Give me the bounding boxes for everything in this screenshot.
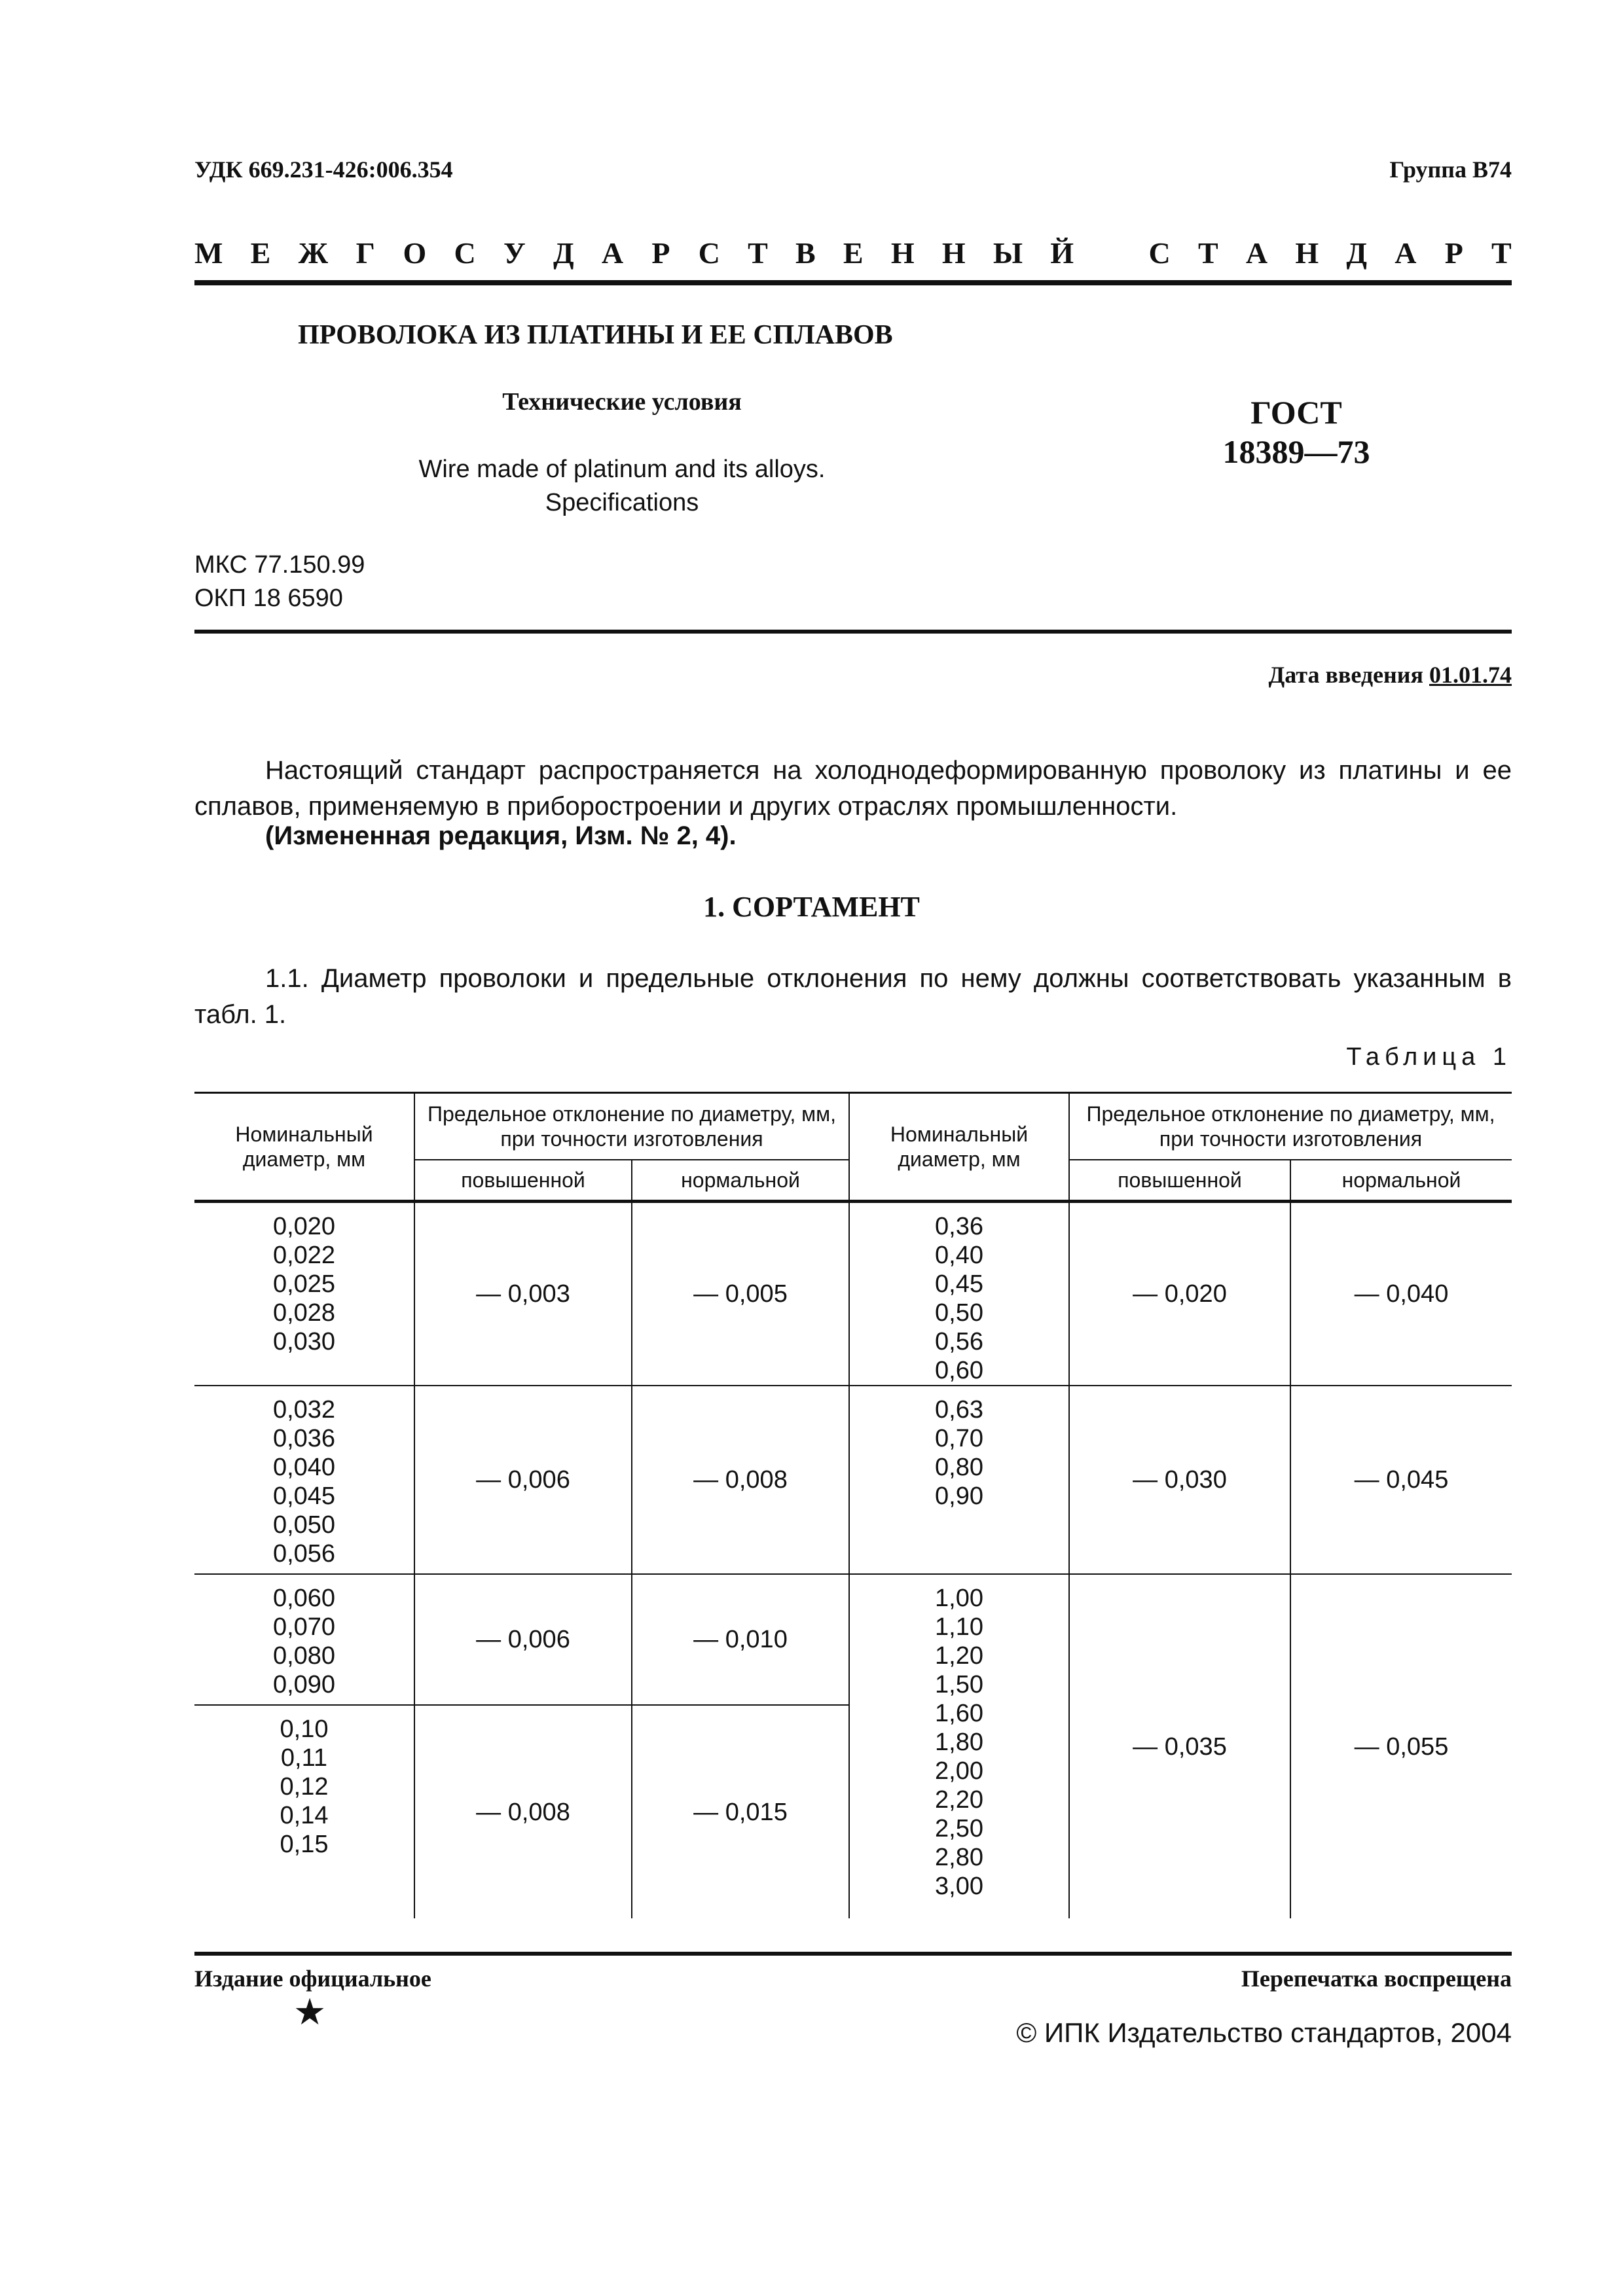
diameter-value: 1,10	[935, 1613, 983, 1641]
heading-letter: А	[1245, 236, 1268, 270]
header-rule	[194, 280, 1512, 285]
table-row-l4-normal: — 0,015	[632, 1705, 849, 1918]
official-edition-label: Издание официальное	[194, 1965, 431, 1992]
classification-codes	[194, 548, 365, 616]
gost-label: ГОСТ	[1250, 394, 1342, 431]
heading-letter: Т	[748, 236, 768, 270]
diameter-value: 0,15	[280, 1831, 329, 1858]
heading-letter: А	[601, 236, 624, 270]
table-row-l4-increased: — 0,008	[414, 1705, 632, 1918]
table-row-r1-increased: — 0,020	[1069, 1202, 1290, 1386]
diameter-value: 0,060	[272, 1585, 336, 1612]
table-1	[194, 1092, 1512, 1918]
standard-type-heading	[194, 236, 1512, 270]
heading-letter: С	[1148, 236, 1171, 270]
introduction-date-label: Дата введения	[1268, 662, 1423, 688]
diameter-value: 0,040	[272, 1454, 336, 1481]
heading-letter: Н	[1295, 236, 1319, 270]
footer-rule	[194, 1952, 1512, 1956]
diameter-value: 1,60	[935, 1700, 983, 1727]
english-title-line-1: Wire made of platinum and its alloys.	[418, 456, 826, 483]
diameter-value: 1,80	[935, 1729, 983, 1756]
diameter-value: 0,056	[272, 1540, 336, 1568]
diameter-value: 0,050	[272, 1511, 336, 1539]
heading-letter: В	[795, 236, 816, 270]
heading-letter: М	[194, 236, 223, 270]
heading-letter: А	[1395, 236, 1417, 270]
table-row-r3-diameters	[849, 1574, 1069, 1918]
mks-code: МКС 77.150.99	[194, 551, 365, 579]
clause-1-1: 1.1. Диаметр проволоки и предельные отклонения по нему должны соответствовать указанным в табл. 1.	[194, 964, 1512, 1030]
group-code: Группа В74	[1389, 156, 1512, 183]
okp-code: ОКП 18 6590	[194, 584, 343, 613]
diameter-value: 0,12	[280, 1773, 329, 1801]
diameter-value: 0,032	[272, 1396, 336, 1424]
diameter-value: 0,036	[272, 1425, 336, 1452]
copyright-line: © ИПК Издательство стандартов, 2004	[1016, 2017, 1512, 2048]
reprint-prohibited-label: Перепечатка воспрещена	[1241, 1965, 1512, 1992]
table-row-l3-diameters	[194, 1574, 414, 1705]
header-normal-left: нормальной	[632, 1160, 849, 1202]
table-row-r2-normal: — 0,045	[1290, 1386, 1512, 1574]
table-row-l3-normal: — 0,010	[632, 1574, 849, 1705]
diameter-value: 0,70	[935, 1425, 983, 1452]
table-row-l3-increased: — 0,006	[414, 1574, 632, 1705]
table-row-r2-diameters	[849, 1386, 1069, 1574]
document-subtitle: Технические условия	[502, 388, 742, 416]
diameter-value: 0,020	[272, 1213, 336, 1240]
heading-letter: Ы	[993, 236, 1023, 270]
intro-paragraph: Настоящий стандарт распространяется на холоднодеформированную проволоку из платины и ее сплавов, применяемую в приборостроении и других отраслях промышленности.	[194, 756, 1512, 821]
diameter-value: 0,40	[935, 1242, 983, 1269]
table-row-r1-normal: — 0,040	[1290, 1202, 1512, 1386]
diameter-value: 0,030	[272, 1328, 336, 1355]
amendment-note: (Измененная редакция, Изм. № 2, 4).	[265, 821, 737, 850]
heading-letter: С	[698, 236, 720, 270]
table-row-l1-increased: — 0,003	[414, 1202, 632, 1386]
diameter-value: 0,070	[272, 1613, 336, 1641]
table-row-l2-diameters	[194, 1386, 414, 1574]
diameter-value: 0,045	[272, 1482, 336, 1510]
header-increased-right: повышенной	[1069, 1160, 1290, 1202]
diameter-value: 0,14	[280, 1802, 329, 1829]
diameter-value: 0,56	[935, 1328, 983, 1355]
heading-letter: Т	[1198, 236, 1218, 270]
diameter-value: 0,50	[935, 1299, 983, 1327]
diameter-value: 0,45	[935, 1270, 983, 1298]
diameter-value: 0,022	[272, 1242, 336, 1269]
diameter-value: 1,20	[935, 1642, 983, 1670]
diameter-value: 1,50	[935, 1671, 983, 1698]
diameter-value: 0,028	[272, 1299, 336, 1327]
heading-letter: Ж	[298, 236, 329, 270]
table-row-l2-normal: — 0,008	[632, 1386, 849, 1574]
header-nominal-diameter-left: Номинальный диаметр, мм	[194, 1093, 414, 1202]
heading-letter: Г	[356, 236, 375, 270]
header-increased-left: повышенной	[414, 1160, 632, 1202]
heading-letter: Н	[941, 236, 966, 270]
table-row-l1-normal: — 0,005	[632, 1202, 849, 1386]
header-deviation-left: Предельное отклонение по диаметру, мм, при точности изготовления	[414, 1093, 849, 1160]
diameter-value: 0,080	[272, 1642, 336, 1670]
diameter-value: 0,11	[280, 1744, 328, 1772]
diameter-value: 2,20	[935, 1786, 983, 1814]
diameter-value: 0,025	[272, 1270, 336, 1298]
introduction-date	[1269, 661, 1512, 689]
heading-letter: Е	[843, 236, 864, 270]
diameter-value: 2,50	[935, 1815, 983, 1842]
table-row-l2-increased: — 0,006	[414, 1386, 632, 1574]
introduction-date-value: 01.01.74	[1429, 662, 1512, 688]
heading-letter: Р	[651, 236, 670, 270]
diameter-value: 0,63	[935, 1396, 983, 1424]
table-row-r3-normal: — 0,055	[1290, 1574, 1512, 1918]
diameter-value: 2,80	[935, 1844, 983, 1871]
gost-number	[1113, 393, 1480, 471]
header-normal-right: нормальной	[1290, 1160, 1512, 1202]
diameter-value: 3,00	[935, 1873, 983, 1900]
diameter-value: 2,00	[935, 1757, 983, 1785]
table-label: Таблица 1	[1346, 1043, 1512, 1071]
diameter-value: 1,00	[935, 1585, 983, 1612]
english-title-line-2: Specifications	[545, 489, 699, 517]
heading-letter: Т	[1491, 236, 1512, 270]
heading-letter: Р	[1444, 236, 1463, 270]
heading-letter: С	[454, 236, 476, 270]
heading-word-gap	[1101, 236, 1121, 270]
heading-letter: Д	[1346, 236, 1368, 270]
table-row-r3-increased: — 0,035	[1069, 1574, 1290, 1918]
header-deviation-right: Предельное отклонение по диаметру, мм, при точности изготовления	[1069, 1093, 1512, 1160]
diameter-value: 0,090	[272, 1671, 336, 1698]
title-block-rule	[194, 630, 1512, 634]
table-row-l1-diameters	[194, 1202, 414, 1386]
gost-code: 18389—73	[1222, 433, 1370, 470]
diameter-value: 0,90	[935, 1482, 983, 1510]
table-row-r2-increased: — 0,030	[1069, 1386, 1290, 1574]
heading-letter: Н	[890, 236, 915, 270]
star-icon: ★	[293, 1992, 327, 2033]
table-row-l4-diameters	[194, 1705, 414, 1918]
diameter-value: 0,80	[935, 1454, 983, 1481]
heading-letter: О	[403, 236, 427, 270]
document-title: ПРОВОЛОКА ИЗ ПЛАТИНЫ И ЕЕ СПЛАВОВ	[298, 320, 893, 350]
heading-letter: Е	[250, 236, 271, 270]
section-title: 1. СОРТАМЕНТ	[703, 891, 920, 923]
table-row-r1-diameters	[849, 1202, 1069, 1386]
heading-letter: Й	[1050, 236, 1074, 270]
diameter-value: 0,36	[935, 1213, 983, 1240]
header-nominal-diameter-right: Номинальный диаметр, мм	[849, 1093, 1069, 1202]
english-title	[360, 453, 884, 520]
diameter-value: 0,10	[280, 1715, 329, 1743]
heading-letter: Д	[553, 236, 574, 270]
heading-letter: У	[503, 236, 526, 270]
udk-code: УДК 669.231-426:006.354	[194, 156, 453, 183]
diameter-value: 0,60	[935, 1357, 983, 1384]
